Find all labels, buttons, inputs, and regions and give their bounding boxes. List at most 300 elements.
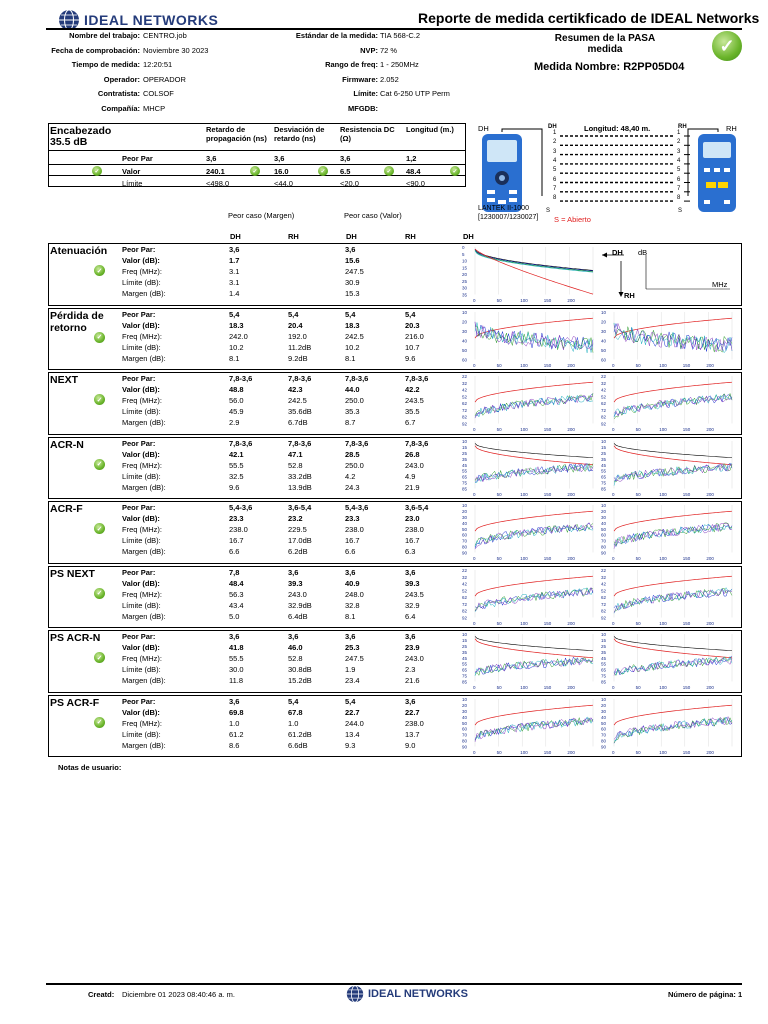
section-cell: 5,4-3,6 [229, 503, 253, 512]
pin-left-label: 6 [553, 176, 557, 183]
section-cell: 15.3 [345, 289, 360, 298]
section-cell: 10.2 [229, 342, 244, 352]
x-tick-label: 100 [520, 427, 528, 432]
x-tick-label: 50 [496, 685, 502, 690]
section-cell: 5,4-3,6 [345, 503, 369, 512]
header-table-subtitle: 35.5 dB [50, 136, 88, 148]
x-tick-label: 0 [473, 491, 476, 497]
dh-graph [461, 245, 595, 304]
section-name: PS ACR-N [50, 632, 101, 644]
section-cell: 7,8-3,6 [229, 374, 253, 383]
section-cell: 8.1 [345, 353, 356, 363]
x-tick-label: 50 [496, 427, 502, 432]
row-label: Valor (dB): [122, 385, 160, 394]
section-cell: 242.0 [229, 331, 248, 341]
y-tick-label: 82 [601, 414, 607, 420]
x-tick-label: 150 [543, 427, 552, 432]
atten-curve [475, 250, 593, 271]
row-label: Margen (dB): [122, 353, 166, 363]
section-cell: 216.0 [405, 331, 424, 341]
job-field-value: MHCP [143, 103, 166, 113]
x-tick-label: 0 [612, 491, 615, 497]
x-tick-label: 0 [473, 298, 476, 303]
section-cell: 69.8 [229, 707, 244, 717]
y-tick-label: 20 [462, 319, 468, 324]
y-tick-label: 50 [601, 720, 607, 726]
y-tick-label: 20 [462, 702, 468, 708]
section-cell: 15.2dB [288, 676, 312, 685]
section-name: PS NEXT [50, 567, 95, 580]
y-tick-label: 22 [601, 567, 607, 573]
job-field-label: Tiempo de medida: [71, 60, 140, 69]
section-cell: 6.4dB [288, 611, 308, 621]
section-name: PS ACR-F [50, 696, 100, 709]
x-tick-label: 150 [682, 749, 691, 755]
y-tick-label: 42 [462, 581, 468, 587]
x-tick-label: 200 [706, 362, 714, 368]
wiremap-rh-label: RH [726, 124, 737, 133]
y-tick-label: 30 [601, 708, 607, 714]
y-tick-label: 10 [462, 503, 468, 508]
section-cell: 5.0 [229, 611, 240, 621]
row-label: Margen (dB): [122, 289, 166, 298]
header-table-cell: <498.0 [206, 179, 230, 188]
section-cell: 39.3 [405, 578, 420, 588]
section-cell: 46.0 [288, 643, 303, 652]
section-cell: 5,4 [345, 309, 356, 319]
x-tick-label: 50 [635, 491, 641, 497]
section-cell: 25.3 [345, 643, 360, 652]
row-label: Margen (dB): [122, 482, 166, 492]
report-title: Reporte de medida certikficado de IDEAL Networks [418, 10, 760, 26]
pass-check-icon: ✓ [94, 652, 105, 663]
x-tick-label: 100 [659, 491, 667, 497]
x-tick-label: 100 [520, 620, 528, 626]
setting-label: MFGDB: [348, 103, 378, 113]
dh-tester-icon [482, 134, 522, 212]
dh-graph [461, 568, 595, 627]
section-cell: 42.2 [405, 385, 420, 394]
row-label: Peor Par: [122, 374, 156, 383]
x-tick-label: 200 [567, 362, 575, 368]
x-tick-label: 100 [659, 362, 667, 368]
x-tick-label: 0 [612, 362, 615, 368]
y-tick-label: 15 [462, 637, 468, 643]
section-cell: 7,8-3,6 [288, 438, 312, 448]
y-tick-label: 42 [462, 387, 468, 393]
section-cell: 6.7 [405, 418, 416, 427]
section-cell: 22.7 [345, 707, 360, 717]
section-cell: 3,6 [288, 567, 299, 577]
row-label: Valor (dB): [122, 320, 160, 330]
measured-curve [475, 321, 593, 349]
section-cell: 56.3 [229, 589, 244, 599]
y-tick-label: 25 [462, 450, 468, 456]
row-label: Límite (dB): [122, 471, 161, 481]
row-label: Margen (dB): [122, 740, 166, 750]
section-name: ACR-F [50, 503, 83, 515]
dh-graph [461, 439, 595, 498]
header-table-col: Longitud (m.) [406, 125, 454, 134]
x-tick-label: 150 [682, 556, 691, 561]
header-table-row-label: Límite [122, 179, 143, 188]
y-tick-label: 45 [601, 655, 607, 661]
pass-check-icon: ✓ [94, 717, 105, 728]
x-tick-label: 0 [612, 620, 615, 626]
device-name: LANTEK II-1000 [478, 205, 529, 212]
legend-dh: DH [612, 248, 623, 257]
pin-right-label: 6 [677, 176, 681, 183]
section-cell: 4.2 [345, 471, 356, 481]
measured-curve [475, 587, 593, 611]
y-tick-label: 10 [462, 309, 468, 315]
section-cell: 55.5 [229, 460, 244, 470]
y-tick-label: 65 [601, 667, 607, 673]
section-cell: 3,6 [345, 567, 356, 577]
rh-graph [600, 697, 734, 756]
y-tick-label: 70 [601, 732, 607, 738]
section-cell: 6.6dB [288, 740, 308, 750]
section-cell: 26.8 [405, 449, 420, 459]
section-cell: 67.8 [288, 707, 303, 717]
section-cell: 45.9 [229, 407, 244, 416]
row-label: Freq (MHz): [122, 589, 162, 599]
section-cell: 10.7 [405, 342, 420, 352]
x-tick-label: 100 [659, 749, 667, 755]
section-cell: 3,6 [405, 696, 416, 706]
pin-right-label: 4 [677, 157, 681, 164]
row-label: Freq (MHz): [122, 396, 162, 405]
pin-right-label: 5 [677, 167, 681, 174]
section-cell: 32.9 [405, 600, 420, 610]
section-cell: 23.3 [229, 514, 244, 523]
row-label: Freq (MHz): [122, 460, 162, 470]
x-tick-label: 200 [567, 620, 575, 626]
pass-check-icon: ✓ [94, 394, 105, 405]
y-tick-label: 90 [601, 550, 607, 556]
y-tick-label: 80 [462, 738, 468, 744]
section-cell: 11.8 [229, 676, 244, 685]
section-cell: 9.6 [405, 353, 416, 363]
y-tick-label: 72 [462, 407, 468, 413]
x-tick-label: 200 [567, 427, 575, 432]
pass-check-icon: ✓ [94, 332, 105, 343]
y-tick-label: 92 [462, 615, 468, 620]
y-tick-label: 62 [601, 594, 607, 600]
y-tick-label: 50 [462, 720, 468, 726]
col-group-margin: Peor caso (Margen) [228, 211, 295, 220]
header-divider [46, 28, 742, 30]
section-cell: 5,4 [229, 309, 240, 319]
x-tick-label: 50 [496, 362, 502, 368]
section-cell: 32.9dB [288, 600, 312, 610]
section-cell: 1.0 [229, 718, 240, 728]
section-cell: 3,6-5,4 [405, 503, 429, 512]
x-tick-label: 150 [682, 427, 691, 432]
y-tick-label: 85 [601, 679, 607, 685]
section-cell: 1.0 [288, 718, 299, 728]
header-table-col: Resistencia DC (Ω) [340, 125, 395, 143]
summary-title-line2: medida [587, 44, 623, 55]
y-tick-label: 32 [462, 380, 468, 386]
x-tick-label: 50 [635, 749, 641, 755]
rh-graph [600, 439, 734, 498]
y-tick-label: 40 [462, 714, 468, 720]
section-cell: 23.0 [405, 514, 420, 523]
x-tick-label: 150 [682, 362, 691, 368]
x-tick-label: 200 [567, 556, 575, 561]
header-table-cell: <20.0 [340, 179, 359, 188]
job-field-label: Operador: [103, 74, 140, 84]
row-label: Límite (dB): [122, 342, 161, 352]
setting-label: Estándar de la medida: [295, 31, 378, 40]
section-cell: 247.5 [345, 267, 364, 276]
section-cell: 21.9 [405, 482, 420, 492]
job-field-value: COLSOF [143, 89, 174, 98]
rh-graph [600, 374, 734, 433]
rh-graph [600, 568, 734, 627]
section-cell: 7,8-3,6 [288, 374, 312, 383]
section-cell: 52.8 [288, 654, 303, 663]
y-tick-label: 30 [462, 514, 468, 520]
section-cell: 2.9 [229, 418, 240, 427]
section-cell: 243.0 [405, 460, 424, 470]
measured-curve [475, 636, 593, 650]
section-cell: 8.1 [229, 353, 240, 363]
section-cell: 3,6 [288, 632, 299, 641]
y-tick-label: 35 [601, 649, 607, 655]
y-tick-label: 65 [462, 667, 468, 673]
section-name: Atenuación [50, 245, 108, 257]
y-tick-label: 85 [462, 679, 468, 685]
y-tick-label: 85 [601, 486, 607, 491]
header-table-row-label: Peor Par [122, 154, 153, 163]
y-tick-label: 32 [601, 380, 607, 386]
x-tick-label: 150 [682, 685, 691, 690]
section-cell: 41.8 [229, 643, 244, 652]
y-tick-label: 22 [462, 567, 468, 573]
x-tick-label: 50 [635, 362, 641, 368]
y-tick-label: 60 [601, 357, 607, 362]
y-tick-label: 10 [462, 632, 468, 637]
x-tick-label: 200 [706, 427, 714, 432]
y-tick-label: 40 [462, 338, 468, 343]
section-cell: 247.5 [345, 654, 364, 663]
x-tick-label: 200 [706, 685, 714, 690]
section-cell: 16.7 [405, 536, 420, 545]
y-tick-label: 75 [601, 673, 607, 679]
x-tick-label: 200 [706, 556, 714, 561]
y-tick-label: 60 [462, 726, 468, 732]
section-cell: 243.0 [405, 654, 424, 663]
section-cell: 32.5 [229, 471, 244, 481]
section-cell: 248.0 [345, 589, 364, 599]
col-rh-2: RH [405, 232, 416, 241]
x-tick-label: 150 [543, 491, 552, 497]
measured-curve [614, 717, 732, 743]
row-label: Freq (MHz): [122, 718, 162, 728]
rh-graph [600, 310, 734, 369]
legend-rh: RH [624, 291, 635, 300]
y-tick-label: 30 [601, 514, 607, 520]
y-tick-label: 55 [462, 661, 468, 667]
created-label: Creatd: [88, 990, 115, 999]
dh-graph [461, 310, 595, 369]
y-tick-label: 15 [462, 265, 468, 271]
header-table-cell: 3,6 [206, 154, 217, 163]
x-tick-label: 50 [496, 749, 502, 755]
section-cell: 6.6 [345, 547, 356, 556]
section-cell: 33.2dB [288, 471, 312, 481]
x-tick-label: 150 [543, 362, 552, 368]
section-cell: 238.0 [229, 525, 248, 534]
pin-left-label: 1 [553, 130, 557, 136]
measured-curve [475, 525, 593, 547]
section-cell: 35.5 [405, 407, 420, 416]
x-tick-label: 100 [520, 749, 528, 755]
y-tick-label: 92 [601, 421, 607, 427]
y-tick-label: 45 [601, 462, 607, 468]
section-cell: 20.4 [288, 320, 303, 330]
row-label: Valor (dB): [122, 707, 160, 717]
limit-curve [475, 511, 593, 531]
legend-arrowhead [619, 292, 624, 297]
y-tick-label: 32 [462, 574, 468, 580]
row-label: Límite (dB): [122, 600, 161, 610]
y-tick-label: 75 [462, 480, 468, 486]
header-table-cell: <90.0 [406, 179, 425, 188]
pin-left-label: 3 [553, 148, 557, 155]
y-tick-label: 20 [462, 272, 468, 278]
wiremap-legend: S = Abierto [554, 215, 591, 224]
y-tick-label: 20 [601, 319, 607, 324]
shield-left-label: S [546, 208, 551, 214]
x-tick-label: 0 [612, 749, 615, 755]
section-cell: 250.0 [345, 396, 364, 405]
pin-left-label: 2 [553, 139, 557, 146]
section-cell: 43.4 [229, 600, 244, 610]
row-label: Límite (dB): [122, 407, 161, 416]
section-cell: 7,8-3,6 [345, 374, 369, 383]
section-cell: 10.2 [345, 342, 360, 352]
pin-right-label: 8 [677, 195, 681, 202]
legend-arrowhead [602, 253, 607, 258]
y-tick-label: 90 [462, 550, 468, 556]
section-cell: 40.9 [345, 578, 360, 588]
section-cell: 23.9 [405, 643, 420, 652]
measured-curve [614, 636, 732, 650]
row-label: Freq (MHz): [122, 267, 162, 276]
x-tick-label: 150 [682, 491, 691, 497]
footer-globe-icon [346, 985, 364, 1003]
section-cell: 47.1 [288, 449, 303, 459]
pass-check-icon: ✓ [94, 459, 105, 470]
section-cell: 3,6 [229, 245, 240, 254]
row-label: Freq (MHz): [122, 525, 162, 534]
section-cell: 61.2dB [288, 729, 312, 739]
y-tick-label: 15 [462, 444, 468, 450]
shield-right-label: S [678, 208, 683, 214]
section-cell: 44.0 [345, 385, 360, 394]
header-table-cell: 16.0 [274, 167, 289, 176]
y-tick-label: 10 [601, 503, 607, 508]
section-cell: 13.9dB [288, 482, 312, 492]
job-field-label: Nombre del trabajo: [69, 31, 140, 40]
section-cell: 7,8 [229, 567, 240, 577]
x-tick-label: 0 [612, 427, 615, 432]
measured-curve [614, 717, 732, 742]
limit-curve [475, 318, 593, 338]
y-tick-label: 70 [462, 732, 468, 738]
y-tick-label: 50 [462, 347, 468, 353]
header-table-cell: 48.4 [406, 167, 421, 176]
row-label: Límite (dB): [122, 729, 161, 739]
legend-db: dB [638, 248, 648, 257]
section-cell: 7,8-3,6 [405, 374, 429, 383]
y-tick-label: 52 [462, 394, 468, 400]
row-label: Peor Par: [122, 309, 156, 319]
atten-curve [475, 249, 593, 270]
row-label: Margen (dB): [122, 547, 166, 556]
pin-left-label: 8 [553, 195, 557, 202]
y-tick-label: 62 [462, 401, 468, 407]
section-cell: 7,8-3,6 [229, 438, 253, 448]
y-tick-label: 92 [601, 615, 607, 620]
col-dh-1: DH [230, 232, 241, 241]
section-cell: 8.7 [345, 418, 356, 427]
y-tick-label: 10 [462, 438, 468, 444]
section-cell: 1.9 [345, 665, 356, 674]
section-cell: 2.3 [405, 665, 416, 674]
y-tick-label: 42 [601, 581, 607, 587]
y-tick-label: 0 [462, 245, 465, 250]
x-tick-label: 100 [520, 362, 528, 368]
wiremap-dh-small: DH [548, 124, 557, 130]
y-tick-label: 35 [462, 292, 468, 298]
y-tick-label: 20 [601, 508, 607, 514]
x-tick-label: 50 [496, 298, 502, 303]
job-field-value: OPERADOR [143, 74, 186, 84]
x-tick-label: 150 [543, 556, 552, 561]
footer-brand [346, 985, 468, 1003]
header-table-col: Desviación de retardo (ns) [274, 125, 325, 143]
section-cell: 242.5 [288, 396, 307, 405]
y-tick-label: 50 [601, 526, 607, 532]
y-tick-label: 40 [601, 714, 607, 720]
section-cell: 8.1 [345, 611, 356, 621]
section-cell: 16.7 [229, 536, 244, 545]
x-tick-label: 50 [635, 620, 641, 626]
y-tick-label: 42 [601, 387, 607, 393]
job-field-label: Contratista: [97, 89, 140, 98]
x-tick-label: 150 [682, 620, 691, 626]
y-tick-label: 55 [601, 661, 607, 667]
y-tick-label: 60 [462, 532, 468, 538]
section-cell: 6.2dB [288, 547, 308, 556]
section-cell: 238.0 [405, 525, 424, 534]
x-tick-label: 100 [520, 685, 528, 690]
section-cell: 6.7dB [288, 418, 308, 427]
section-cell: 5,4 [288, 696, 299, 706]
summary-title-line1: Resumen de la PASA [554, 33, 656, 44]
pass-check-icon: ✓ [384, 166, 394, 176]
x-tick-label: 50 [635, 685, 641, 690]
section-cell: 242.5 [345, 331, 364, 341]
section-cell: 3,6-5,4 [288, 503, 312, 512]
header-table-cell: 240.1 [206, 167, 225, 176]
measured-curve [614, 589, 732, 613]
setting-value: 1 - 250MHz [380, 60, 419, 69]
